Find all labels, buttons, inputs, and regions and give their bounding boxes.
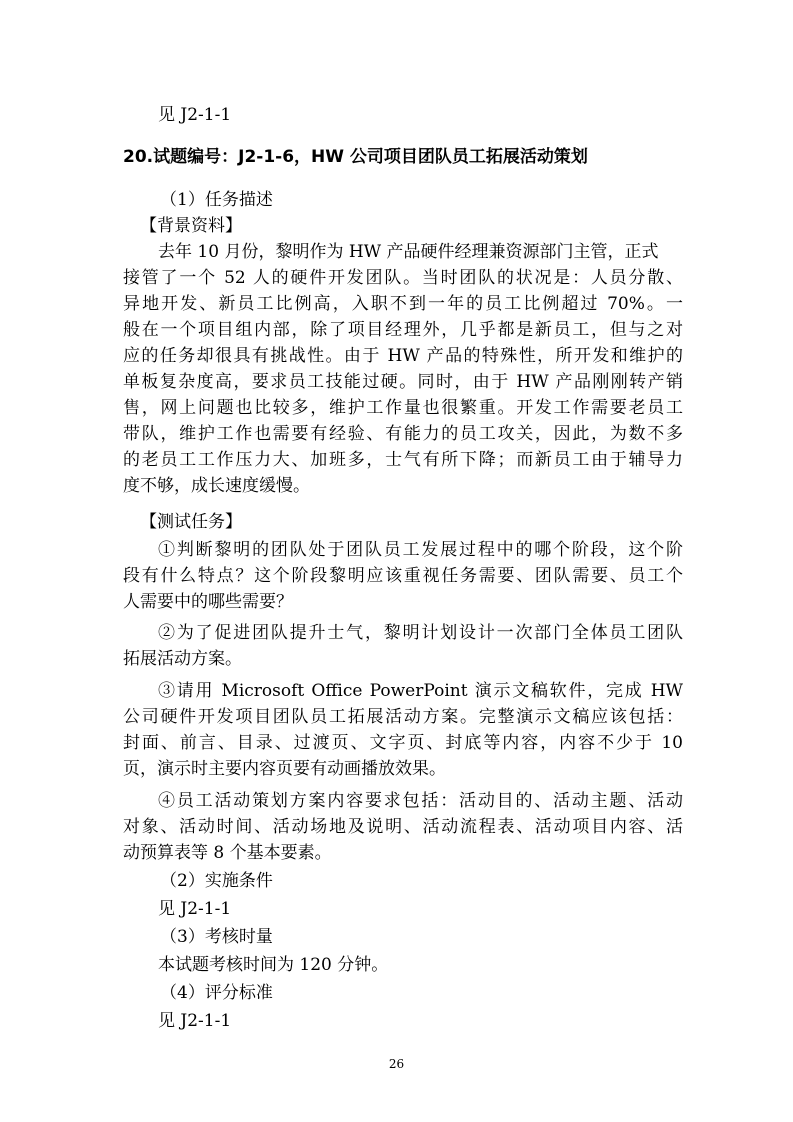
question-heading: 20.试题编号：J2-1-6，HW 公司项目团队员工拓展活动策划 [123, 147, 588, 167]
task-line: 人需要中的哪些需要？ [123, 592, 293, 612]
task-line: 拓展活动方案。 [123, 649, 242, 669]
task-line: ②为了促进团队提升士气，黎明计划设计一次部门全体员工团队 [158, 623, 683, 643]
background-title: 【背景资料】 [140, 216, 242, 236]
background-line: 去年 10 月份，黎明作为 HW 产品硬件经理兼资源部门主管，正式 [158, 242, 659, 262]
task-line: 段有什么特点？这个阶段黎明应该重视任务需要、团队需要、员工个 [123, 566, 683, 586]
task-line: 动预算表等 8 个基本要素。 [123, 843, 332, 863]
page-number: 26 [388, 1057, 405, 1071]
task-line: ①判断黎明的团队处于团队员工发展过程中的哪个阶段，这个阶 [158, 540, 683, 560]
conditions-title: （2）实施条件 [160, 871, 273, 891]
background-line: 度不够，成长速度缓慢。 [123, 476, 310, 496]
conditions-reference: 见 J2-1-1 [158, 899, 232, 919]
background-line: 应的任务却很具有挑战性。由于 HW 产品的特殊性，所开发和维护的 [123, 346, 683, 366]
top-reference: 见 J2-1-1 [158, 105, 232, 125]
task-line: 封面、前言、目录、过渡页、文字页、封底等内容，内容不少于 10 [123, 733, 683, 753]
task-description-title: （1）任务描述 [160, 190, 273, 210]
background-line: 般在一个项目组内部，除了项目经理外，几乎都是新员工，但与之对 [123, 320, 683, 340]
task-line: ④员工活动策划方案内容要求包括：活动目的、活动主题、活动 [158, 791, 683, 811]
task-line: 页，演示时主要内容页要有动画播放效果。 [123, 759, 446, 779]
test-tasks-title: 【测试任务】 [140, 512, 242, 532]
background-line: 的老员工工作压力大、加班多，士气有所下降；而新员工由于辅导力 [123, 450, 683, 470]
task-line: 公司硬件开发项目团队员工拓展活动方案。完整演示文稿应该包括： [123, 707, 683, 727]
task-line: 对象、活动时间、活动场地及说明、活动流程表、活动项目内容、活 [123, 817, 683, 837]
exam-time-title: （3）考核时量 [160, 927, 273, 947]
exam-time-text: 本试题考核时间为 120 分钟。 [158, 955, 389, 975]
background-line: 接管了一个 52 人的硬件开发团队。当时团队的状况是：人员分散、 [123, 268, 683, 288]
background-line: 带队，维护工作也需要有经验、有能力的员工攻关，因此，为数不多 [123, 424, 683, 444]
background-line: 售，网上问题也比较多，维护工作量也很繁重。开发工作需要老员工 [123, 398, 683, 418]
background-line: 异地开发、新员工比例高，入职不到一年的员工比例超过 70%。一 [123, 294, 683, 314]
background-line: 单板复杂度高，要求员工技能过硬。同时，由于 HW 产品刚刚转产销 [123, 372, 683, 392]
task-line: ③请用 Microsoft Office PowerPoint 演示文稿软件，完成 HW [158, 681, 683, 701]
scoring-title: （4）评分标准 [160, 983, 273, 1003]
scoring-reference: 见 J2-1-1 [158, 1011, 232, 1031]
